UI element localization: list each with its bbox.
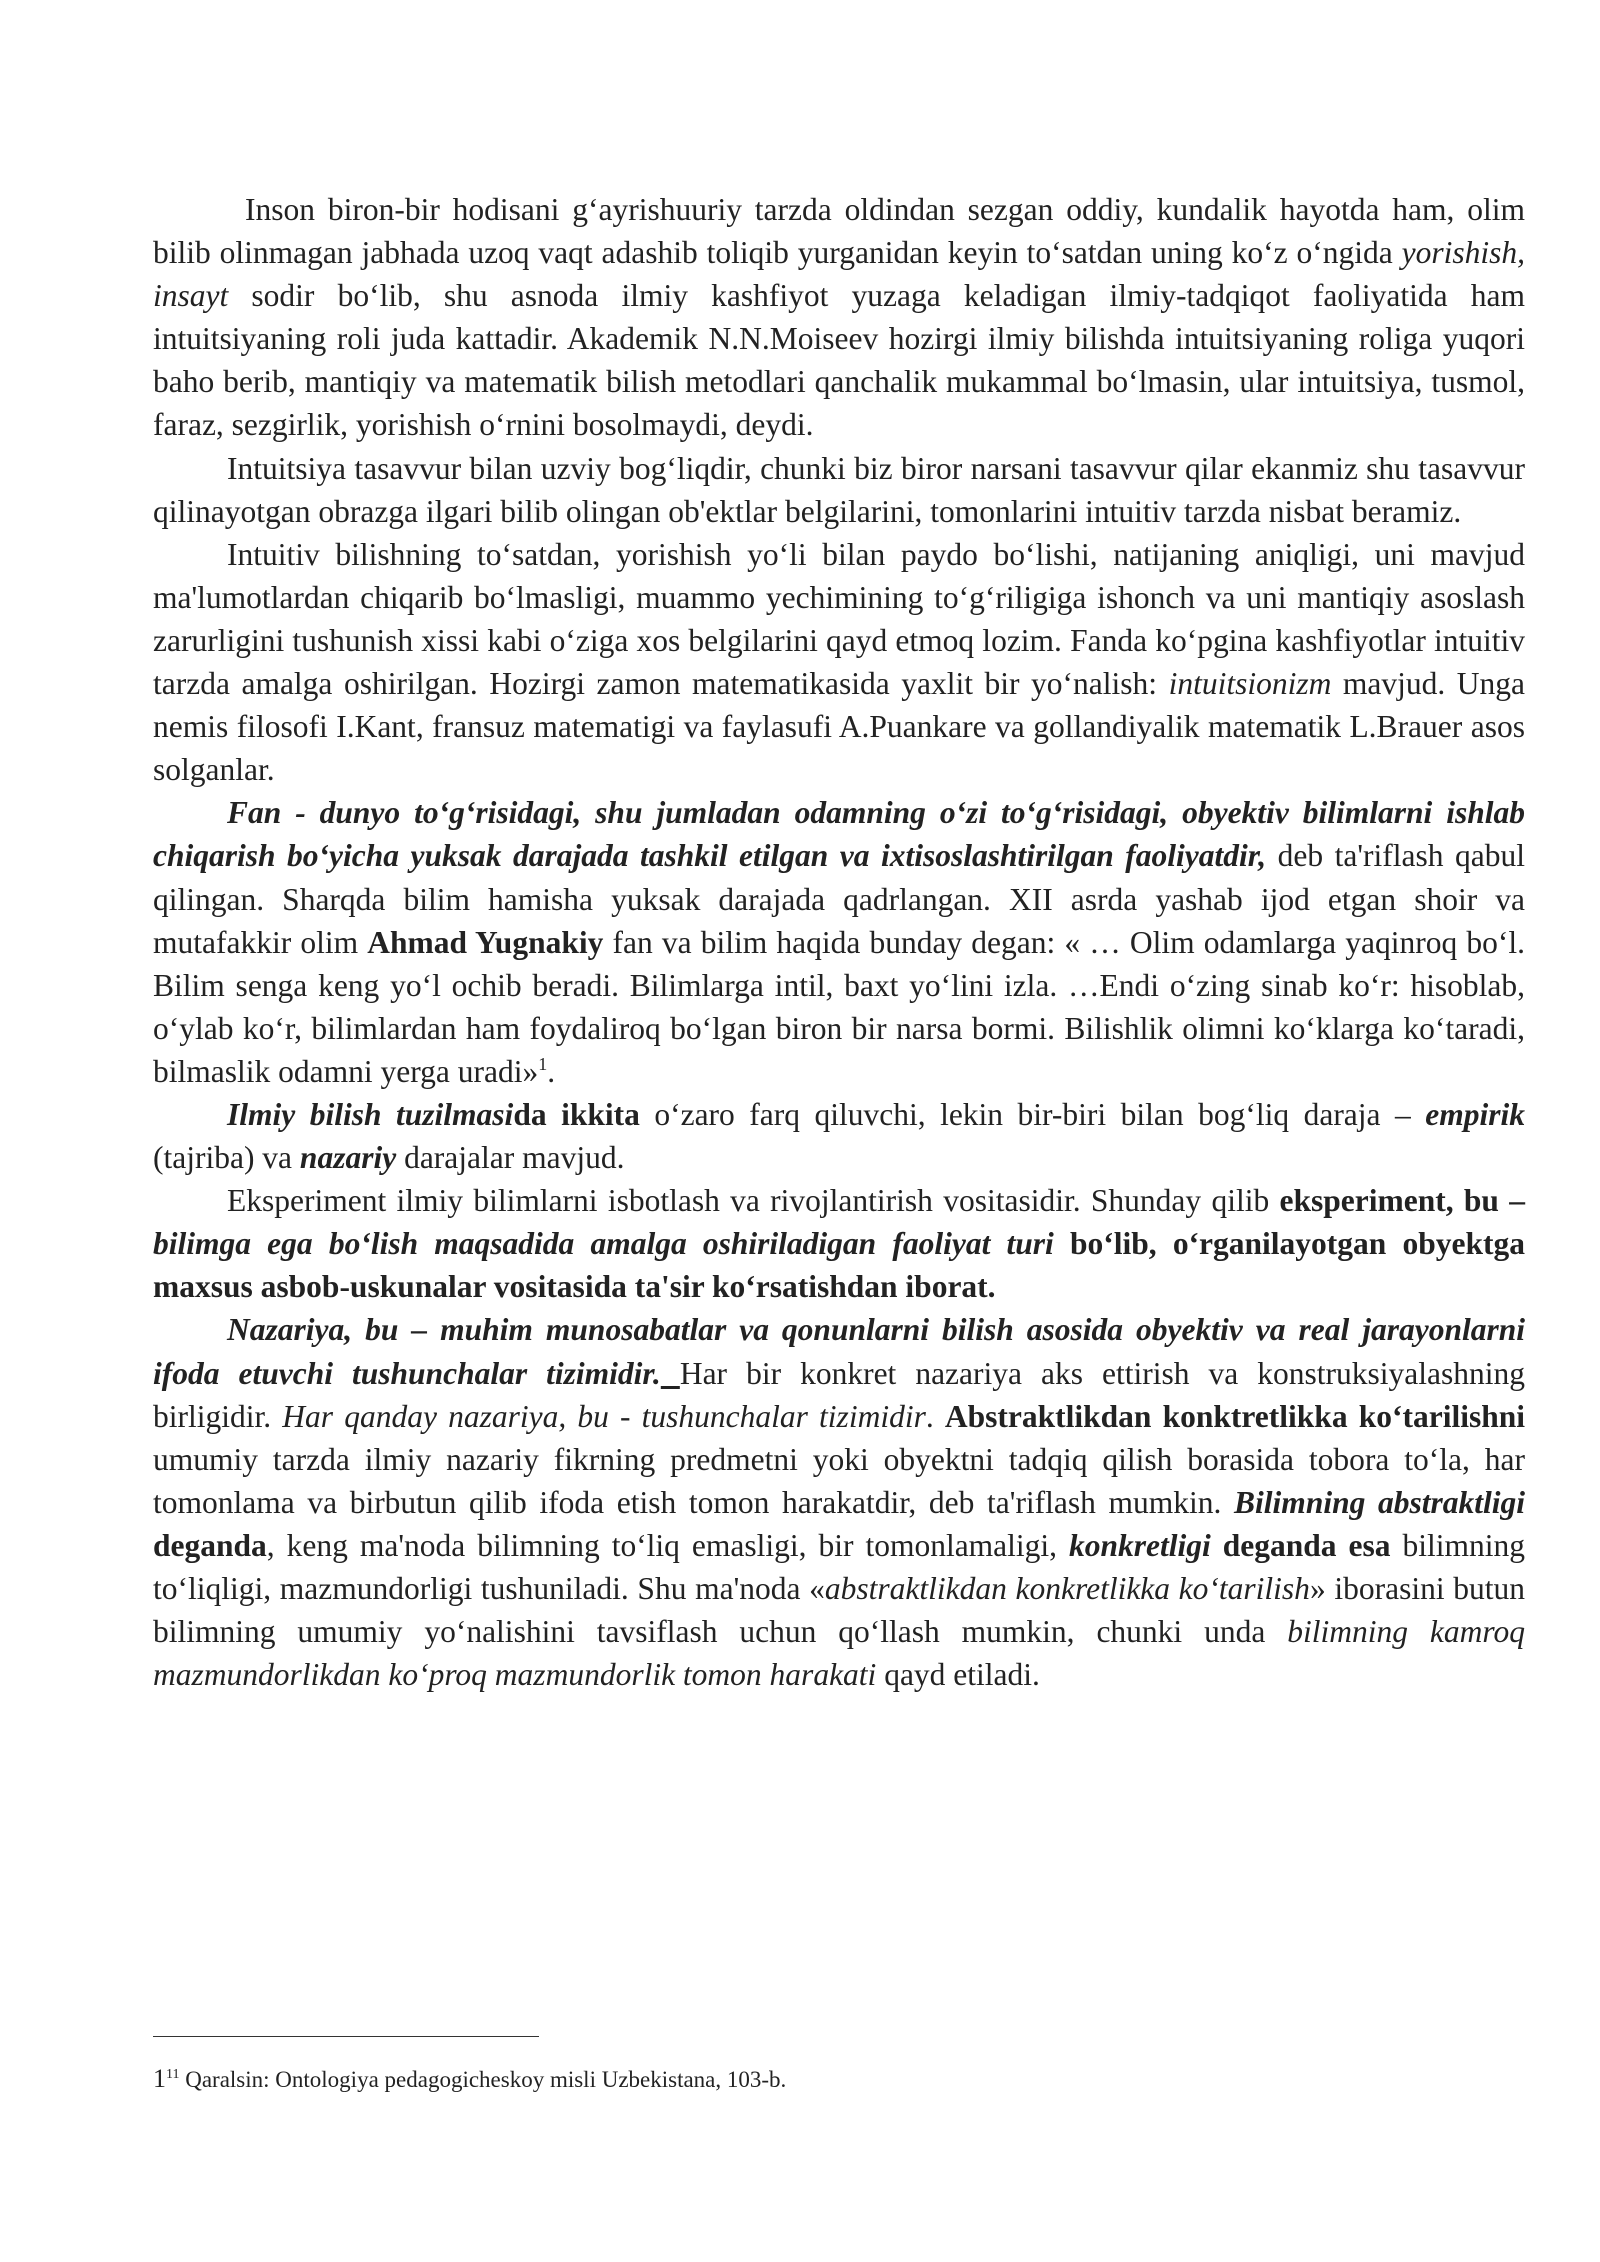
paragraph-theory: Nazariya, bu – muhim munosabatlar va qonunlarni bilish asosida obyektiv va real jarayonlarni ifoda etuvchi tushunchalar tizimidir. Har bir konkret nazariya aks ettirish va konstruksiyalashning birligidir. Har qanday nazariya, bu - tushunchalar tizimidir. Abstraktlikdan konktretlikka ko‘tarilishni umumiy tarzda ilmiy nazariy fikrning predmetni yoki obyektni tadqiq qilish borasida tobora to‘la, har tomonlama va birbutun qilib ifoda etish tomon harakatdir, deb ta'riflash mumkin. Bilimning abstraktligi deganda, keng ma'noda bilimning to‘liq emasligi, bir tomonlamaligi, konkretligi deganda esa bilimning to‘liqligi, mazmundorligi tushuniladi. Shu ma'noda «abstraktlikdan konkretlikka ko‘tarilish» iborasini butun bilimning umumiy yo‘nalishini tavsiflash uchun qo‘llash mumkin, chunki unda bilimning kamroq mazmundorlikdan ko‘proq mazmundorlik tomon harakati qayd etiladi.: [153, 1312, 1525, 1693]
footnote-number: 1: [153, 2064, 166, 2093]
paragraph-intuitive-knowledge: Intuitiv bilishning to‘satdan, yorishish yo‘li bilan paydo bo‘lishi, natijaning aniqligi, uni mavjud ma'lumotlardan chiqarib bo‘lmasligi, muammo yechimining to‘g‘riligiga ishonch va uni mantiqiy asoslash zarurligini tushunish xissi kabi o‘ziga xos belgilarini qayd etmoq lozim. Fanda ko‘pgina kashfiyotlar intuitiv tarzda amalga oshirilgan. Hozirgi zamon matematikasida yaxlit bir yo‘nalish: intuitsionizm mavjud. Unga nemis filosofi I.Kant, fransuz matematigi va faylasufi A.Puankare va gollandiyalik matematik L.Brauer asos solganlar.: [153, 536, 1526, 788]
paragraph-knowledge-structure: Ilmiy bilish tuzilmasida ikkita o‘zaro farq qiluvchi, lekin bir-biri bilan bog‘liq daraja – empirik (tajriba) va nazariy darajalar mavjud.: [153, 1096, 1525, 1176]
paragraph-intuition-imagination: Intuitsiya tasavvur bilan uzviy bog‘liqdir, chunki biz biror narsani tasavvur qilar ekanmiz shu tasavvur qilinayotgan obrazga ilgari bilib olingan ob'ektlar belgilarini, tomonlarini intuitiv tarzda nisbat beramiz.: [153, 450, 1525, 529]
footnote: [153, 2064, 1453, 2095]
paragraph-intuition-discovery: Inson biron-bir hodisani g‘ayrishuuriy tarzda oldindan sezgan oddiy, kundalik hayotda ham, olim bilib olinmagan jabhada uzoq vaqt adashib toliqib yurganidan keyin to‘satdan uning ko‘z o‘ngida yorishish, insayt sodir bo‘lib, shu asnoda ilmiy kashfiyot yuzaga keladigan ilmiy-tadqiqot faoliyatida ham intuitsiyaning roli juda kattadir. Akademik N.N.Moiseev hozirgi ilmiy bilishda intuitsiyaning roliga yuqori baho berib, mantiqiy va matematik bilish metodlari qanchalik mukammal bo‘lmasin, ular intuitsiya, tusmol, faraz, sezgirlik, yorishish o‘rnini bosolmaydi, deydi.: [153, 192, 1525, 443]
footnote-reference: 1: [538, 1053, 548, 1074]
paragraph-science-definition: Fan - dunyo to‘g‘risidagi, shu jumladan odamning o‘zi to‘g‘risidagi, obyektiv bilimlarni ishlab chiqarish bo‘yicha yuksak darajada tashkil etilgan va ixtisoslashtirilgan faoliyatdir, deb ta'riflash qabul qilingan. Sharqda bilim hamisha yuksak darajada qadrlangan. XII asrda yashab ijod etgan shoir va mutafakkir olim Ahmad Yugnakiy fan va bilim haqida bunday degan: « … Olim odamlarga yaqinroq bo‘l. Bilim senga keng yo‘l ochib beradi. Bilimlarga intil, baxt yo‘lini izla. …Endi o‘zing sinab ko‘r: hisoblab, o‘ylab ko‘r, bilimlardan ham foydaliroq bo‘lgan biron bir narsa bormi. Bilishlik olimni ko‘klarga ko‘taradi, bilmaslik odamni yerga uradi»$^1$.: [153, 795, 1525, 1089]
footnote-text: Qaralsin: Ontologiya pedagogicheskoy misli Uzbekistana, 103-b.: [179, 2067, 787, 2092]
document-body: [153, 188, 1525, 1696]
footnote-superscript: 11: [166, 2067, 180, 2082]
footnote-separator: [153, 2036, 539, 2037]
paragraph-experiment: Eksperiment ilmiy bilimlarni isbotlash va rivojlantirish vositasidir. Shunday qilib eksperiment, bu – bilimga ega bo‘lish maqsadida amalga oshiriladigan faoliyat turi bo‘lib, o‘rganilayotgan obyektga maxsus asbob-uskunalar vositasida ta'sir ko‘rsatishdan iborat.: [153, 1183, 1526, 1305]
